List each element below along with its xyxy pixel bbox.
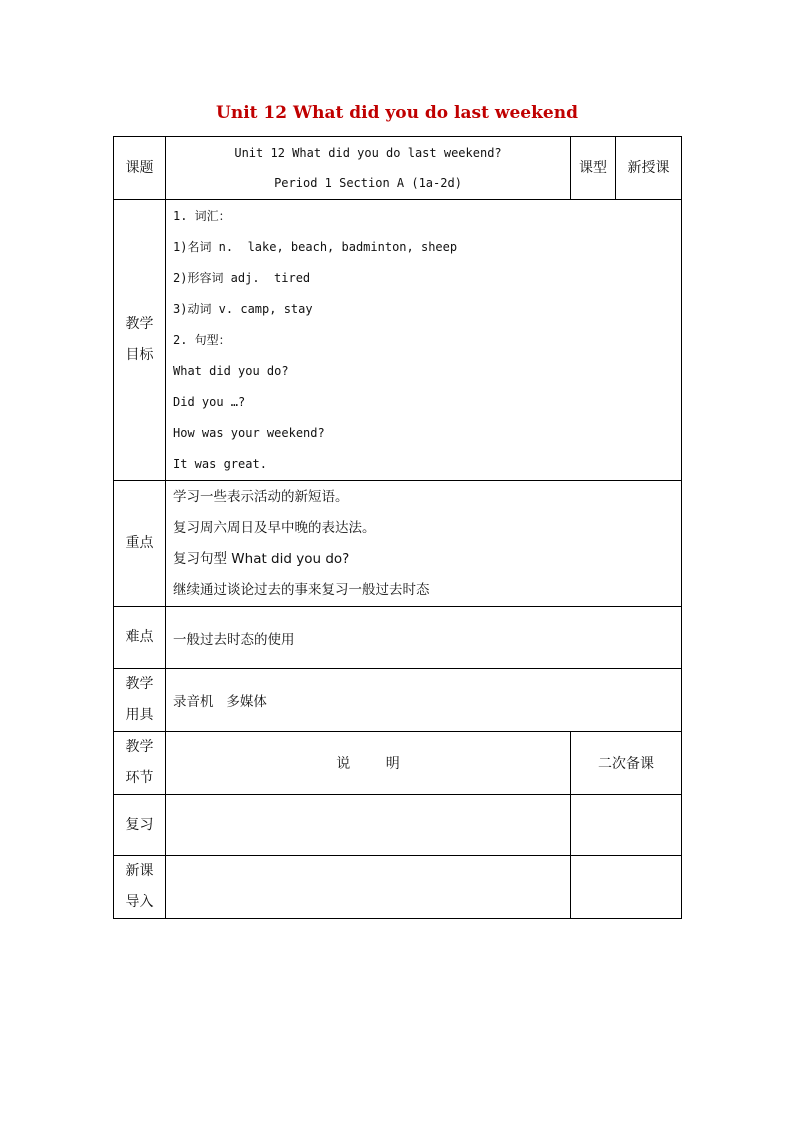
type-label: 课型 [571,137,616,200]
key-points-content [166,481,682,607]
key-point-line: 学习一些表示活动的新短语。 [173,488,349,505]
objective-line: It was great. [173,456,267,471]
type-value: 新授课 [616,137,682,200]
key-points-row [114,481,682,607]
objectives-label-line1: 教学 [125,316,154,332]
objective-line: 1)名词 n. lake, beach, badminton, sheep [173,239,458,254]
objectives-label-line2: 目标 [125,347,154,363]
key-point-line: 继续通过谈论过去的事来复习一般过去时态 [173,581,430,598]
description-header: 说 明 [166,732,571,795]
stage-label [114,732,166,795]
intro-label-line2: 导入 [125,894,154,910]
objective-line: What did you do? [173,363,289,378]
review-second-prep-cell [571,795,682,856]
intro-label [114,856,166,919]
review-row [114,795,682,856]
difficulty-row [114,607,682,669]
intro-row [114,856,682,919]
objective-line: How was your weekend? [173,425,325,440]
objective-line: 2)形容词 adj. tired [173,270,311,285]
topic-cell [166,137,571,200]
objective-line: 2. 句型： [173,332,231,347]
intro-second-prep-cell [571,856,682,919]
difficulty-label: 难点 [114,607,166,669]
topic-label: 课题 [114,137,166,200]
objective-line: 3)动词 v. camp, stay [173,301,313,316]
topic-title: Unit 12 What did you do last weekend? [234,146,502,160]
intro-label-line1: 新课 [125,863,154,879]
review-description-cell [166,795,571,856]
tools-label [114,669,166,732]
second-prep-header: 二次备课 [571,732,682,795]
tools-row [114,669,682,732]
topic-row [114,137,682,200]
key-point-line: 复习句型 What did you do? [173,550,350,567]
tools-label-line2: 用具 [125,707,154,723]
objectives-row [114,200,682,481]
objective-line: Did you …? [173,394,246,409]
objective-line: 1. 词汇： [173,208,231,223]
key-point-line: 复习周六周日及早中晚的表达法。 [173,519,376,536]
objectives-content [166,200,682,481]
key-points-label: 重点 [114,481,166,607]
tools-content: 录音机 多媒体 [166,669,682,732]
document-title: Unit 12 What did you do last weekend [216,103,578,123]
lesson-plan-table [113,136,682,919]
review-label: 复习 [114,795,166,856]
stage-label-line2: 环节 [125,770,154,786]
stage-label-line1: 教学 [125,739,154,755]
stage-header-row [114,732,682,795]
intro-description-cell [166,856,571,919]
difficulty-content: 一般过去时态的使用 [166,607,682,669]
topic-period: Period 1 Section A (1a-2d) [274,176,462,190]
objectives-label [114,200,166,481]
tools-label-line1: 教学 [125,676,154,692]
